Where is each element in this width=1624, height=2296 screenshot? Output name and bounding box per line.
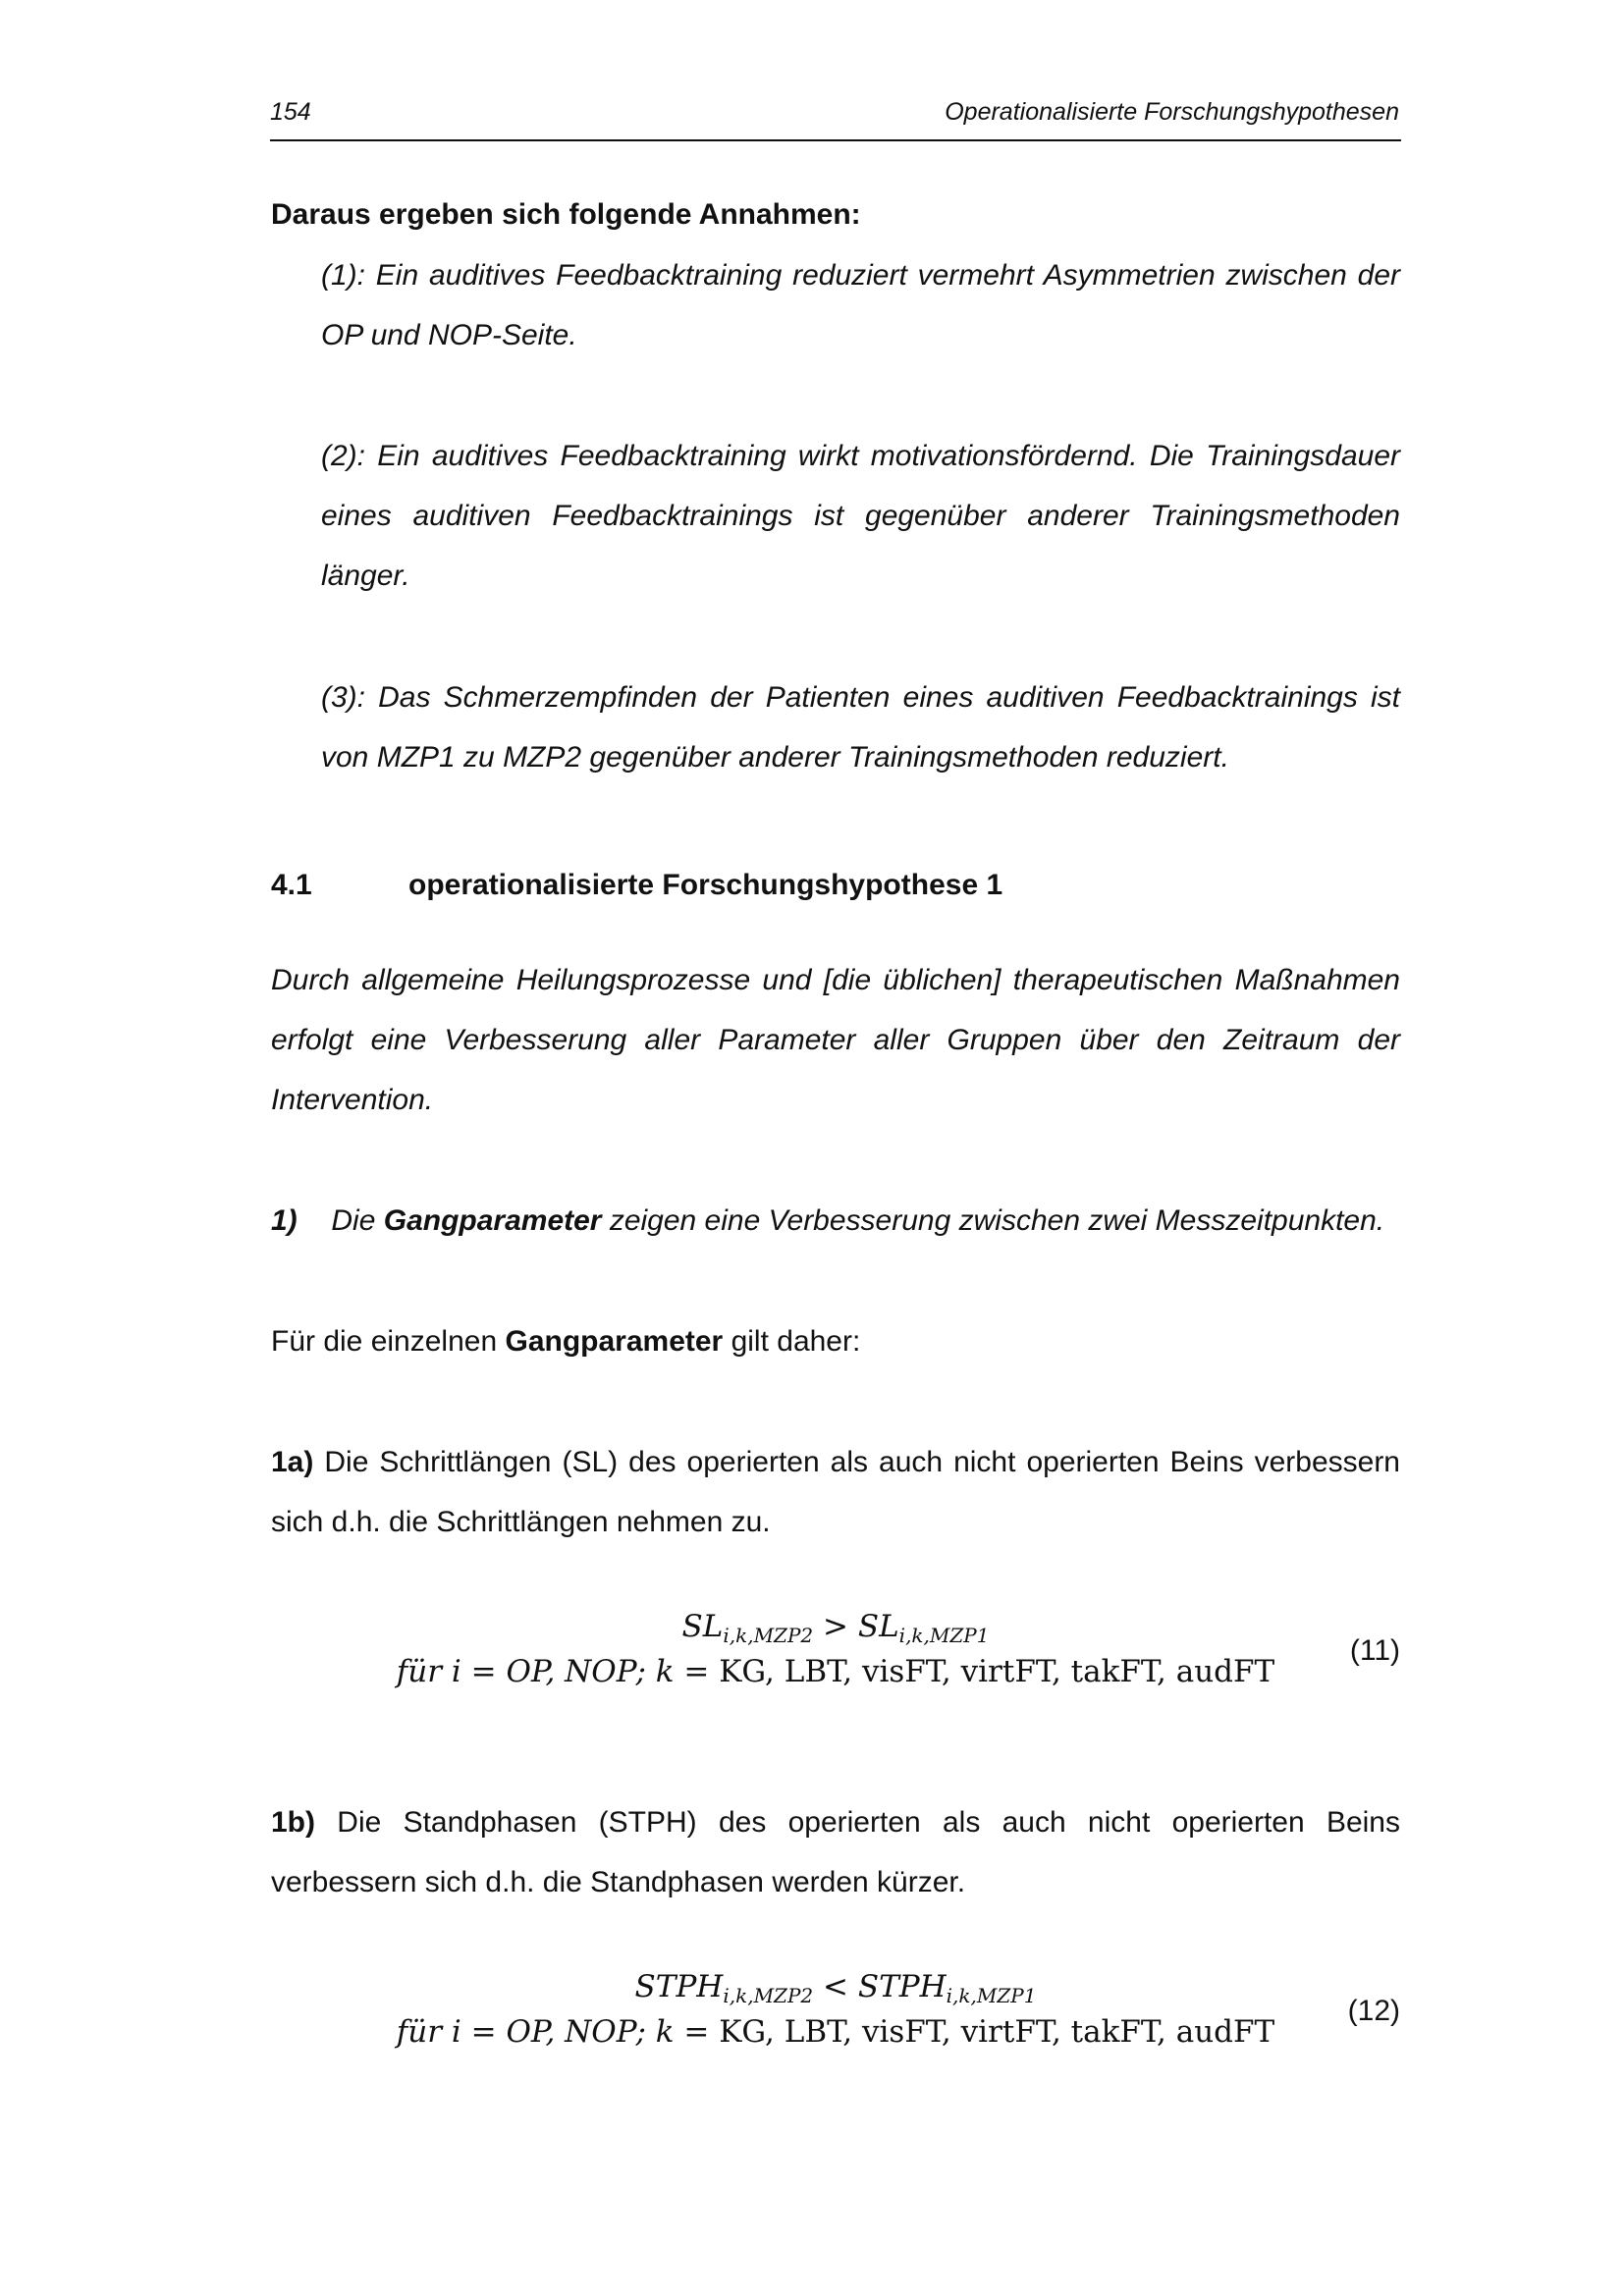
equation-12-number: (12) <box>1347 1995 1400 2027</box>
point-1-bold: Gangparameter <box>383 1204 602 1237</box>
assumptions-intro: Daraus ergeben sich folgende Annahmen: <box>271 198 861 231</box>
paragraph-1b-label: 1b) <box>271 1806 315 1839</box>
point-1-label: 1) <box>271 1204 298 1237</box>
equation-11-number: (11) <box>1349 1634 1400 1667</box>
point-1-pre: Die <box>331 1204 384 1237</box>
point-1-post: zeigen eine Verbesserung zwischen zwei Messzeitpunkten. <box>601 1204 1385 1237</box>
section-title: operationalisierte Forschungshypothese 1 <box>408 869 1003 901</box>
equation-11-line-2: für i = OP, NOP; k = KG, LBT, visFT, virtFT, takFT, audFT <box>396 1654 1275 1689</box>
point-1 <box>271 1191 1400 1251</box>
gang-intro-post: gilt daher: <box>723 1325 861 1358</box>
running-title: Operationalisierte Forschungshypothesen <box>945 98 1399 126</box>
hypothesis-text: Durch allgemeine Heilungsprozesse und [die üblichen] therapeutischen Maßnahmen erfolgt eine Verbesserung aller Parameter aller Gruppen über den Zeitraum der Intervention. <box>271 964 1400 1116</box>
paragraph-1b-text: Die Standphasen (STPH) des operierten als auch nicht operierten Beins verbessern sich d.h. die Standphasen werden kürzer. <box>271 1806 1400 1898</box>
page-header <box>270 96 1401 141</box>
gang-intro-pre: Für die einzelnen <box>271 1325 506 1358</box>
gang-intro <box>271 1311 1400 1371</box>
paragraph-1b <box>271 1792 1400 1912</box>
paragraph-1a-text: Die Schrittlängen (SL) des operierten als auch nicht operierten Beins verbessern sich d.h. die Schrittlängen nehmen zu. <box>271 1446 1400 1538</box>
page-number: 154 <box>270 98 311 126</box>
equation-12-line-2: für i = OP, NOP; k = KG, LBT, visFT, virtFT, takFT, audFT <box>396 2014 1275 2050</box>
assumption-3: (3): Das Schmerzempfinden der Patienten eines auditiven Feedbacktrainings ist von MZP1 zu MZP2 gegenüber anderer Trainingsmethoden reduziert. <box>321 681 1400 774</box>
gang-intro-bold: Gangparameter <box>505 1325 724 1358</box>
section-number: 4.1 <box>271 869 312 901</box>
assumption-1: (1): Ein auditives Feedbacktraining reduziert vermehrt Asymmetrien zwischen der OP und NOP-Seite. <box>321 259 1400 351</box>
paragraph-1a <box>271 1432 1400 1552</box>
equation-11-line-1: $SL_{i,k,MZP2} > SL_{i,k,MZP1}$ <box>681 1609 990 1647</box>
equation-12-line-1: $STPH_{i,k,MZP2}$ < $STPH_{i,k,MZP1}$ <box>634 1969 1037 2007</box>
assumption-2: (2): Ein auditives Feedbacktraining wirkt motivationsfördernd. Die Trainingsdauer eines auditiven Feedbacktrainings ist gegenüber anderer Trainingsmethoden länger. <box>321 440 1400 592</box>
paragraph-1a-label: 1a) <box>271 1446 314 1478</box>
